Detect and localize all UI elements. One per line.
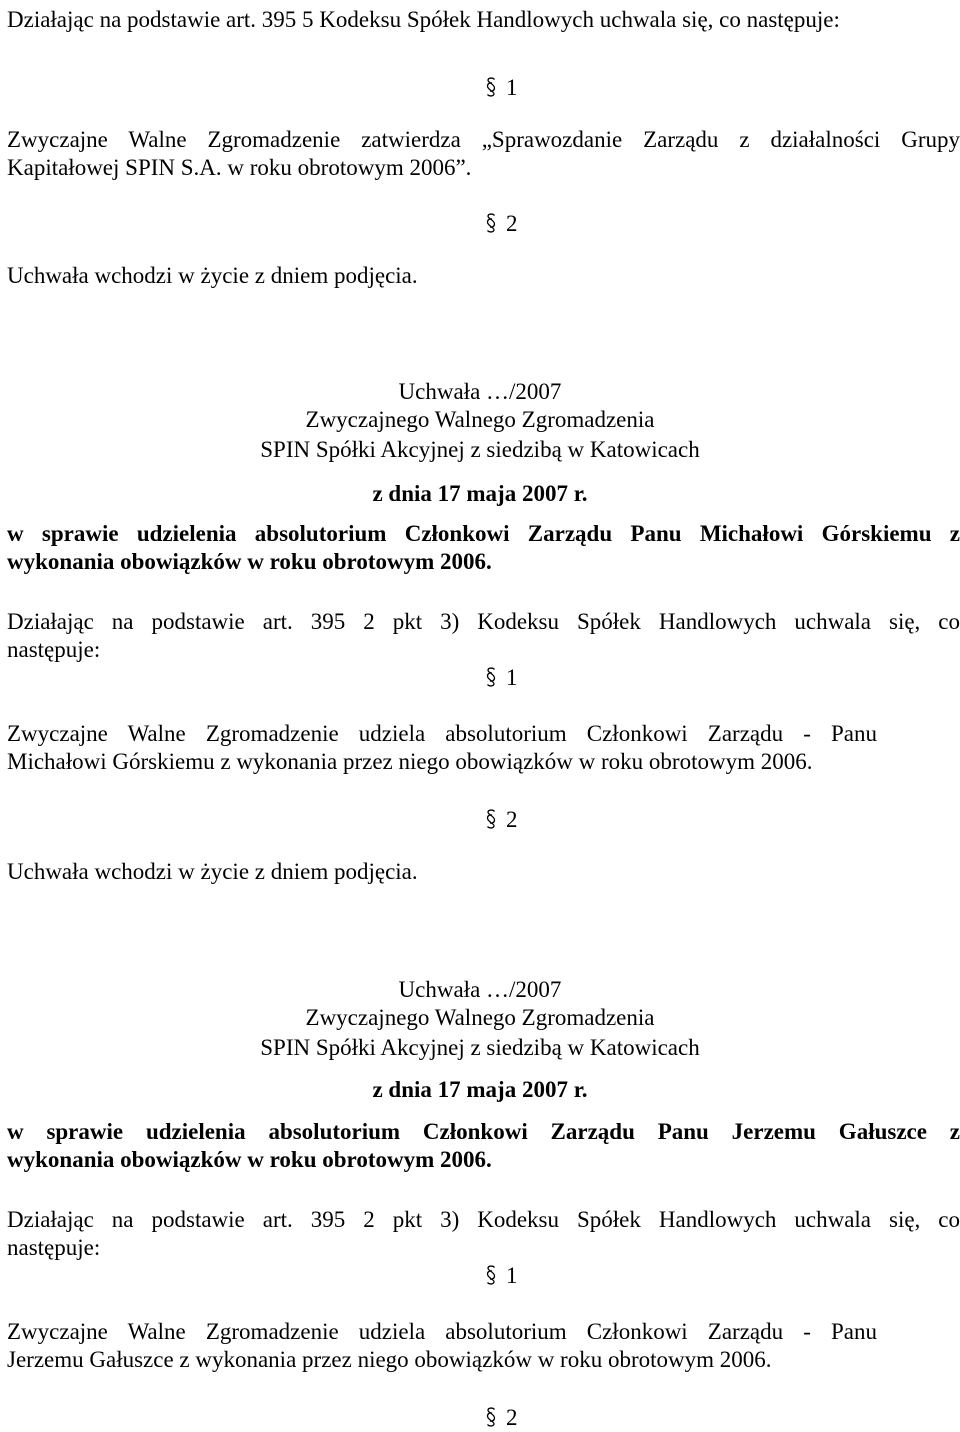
resolution-body: Zwyczajnego Walnego Zgromadzenia (305, 407, 655, 432)
paragraph-heading (484, 1262, 518, 1290)
paragraph-heading (484, 210, 518, 238)
resolution-title: Uchwała …/2007 (398, 977, 562, 1002)
discharge-text-line-2: Jerzemu Gałuszce z wykonania przez niego obowiązków w roku obrotowym 2006. (7, 1347, 772, 1372)
paragraph-number: 2 (506, 807, 518, 832)
resolution-body: Zwyczajnego Walnego Zgromadzenia (305, 1005, 655, 1030)
section-sign-icon (484, 1264, 498, 1286)
resolution-basis-line-2: następuje: (7, 1235, 101, 1260)
section-sign-icon (484, 1406, 498, 1428)
intro-basis: Działając na podstawie art. 395 5 Kodeksu Spółek Handlowych uchwala się, co następuje: (7, 7, 840, 32)
paragraph-heading (484, 74, 518, 102)
resolution-subject-line-1: w sprawie udzielenia absolutorium Członkowi Zarządu Panu Jerzemu Gałuszce z (7, 1119, 960, 1144)
section-sign-icon (484, 212, 498, 234)
resolution-subject-line-2: wykonania obowiązków w roku obrotowym 2006. (7, 1147, 492, 1172)
resolution-subject-line-1: w sprawie udzielenia absolutorium Członkowi Zarządu Panu Michałowi Górskiemu z (7, 521, 960, 546)
resolution-basis-line-1: Działając na podstawie art. 395 2 pkt 3) Kodeksu Spółek Handlowych uchwala się, co (7, 1207, 960, 1232)
section-sign-icon (484, 76, 498, 98)
effective-text: Uchwała wchodzi w życie z dniem podjęcia. (7, 263, 418, 288)
paragraph-heading (484, 806, 518, 834)
discharge-text-line-2: Michałowi Górskiemu z wykonania przez niego obowiązków w roku obrotowym 2006. (7, 749, 813, 774)
paragraph-number: 1 (506, 665, 518, 690)
section-sign-icon (484, 666, 498, 688)
resolution-title: Uchwała …/2007 (398, 379, 562, 404)
resolution-date: z dnia 17 maja 2007 r. (372, 1077, 588, 1102)
resolution-company: SPIN Spółki Akcyjnej z siedzibą w Katowicach (260, 1035, 700, 1060)
resolution-basis-line-2: następuje: (7, 637, 101, 662)
paragraph-number: 1 (506, 75, 518, 100)
resolution-date: z dnia 17 maja 2007 r. (372, 481, 588, 506)
approval-text-line-1: Zwyczajne Walne Zgromadzenie zatwierdza „Sprawozdanie Zarządu z działalności Grupy (7, 127, 960, 152)
discharge-text-line-1: Zwyczajne Walne Zgromadzenie udziela absolutorium Członkowi Zarządu - Panu (7, 1319, 877, 1344)
resolution-basis-line-1: Działając na podstawie art. 395 2 pkt 3) Kodeksu Spółek Handlowych uchwala się, co (7, 609, 960, 634)
approval-text-line-2: Kapitałowej SPIN S.A. w roku obrotowym 2006”. (7, 155, 472, 180)
paragraph-number: 1 (506, 1263, 518, 1288)
paragraph-heading (484, 1404, 518, 1432)
section-sign-icon (484, 808, 498, 830)
paragraph-heading (484, 664, 518, 692)
resolution-subject-line-2: wykonania obowiązków w roku obrotowym 2006. (7, 549, 492, 574)
paragraph-number: 2 (506, 1405, 518, 1430)
effective-text: Uchwała wchodzi w życie z dniem podjęcia. (7, 859, 418, 884)
paragraph-number: 2 (506, 211, 518, 236)
discharge-text-line-1: Zwyczajne Walne Zgromadzenie udziela absolutorium Członkowi Zarządu - Panu (7, 721, 877, 746)
resolution-company: SPIN Spółki Akcyjnej z siedzibą w Katowicach (260, 437, 700, 462)
